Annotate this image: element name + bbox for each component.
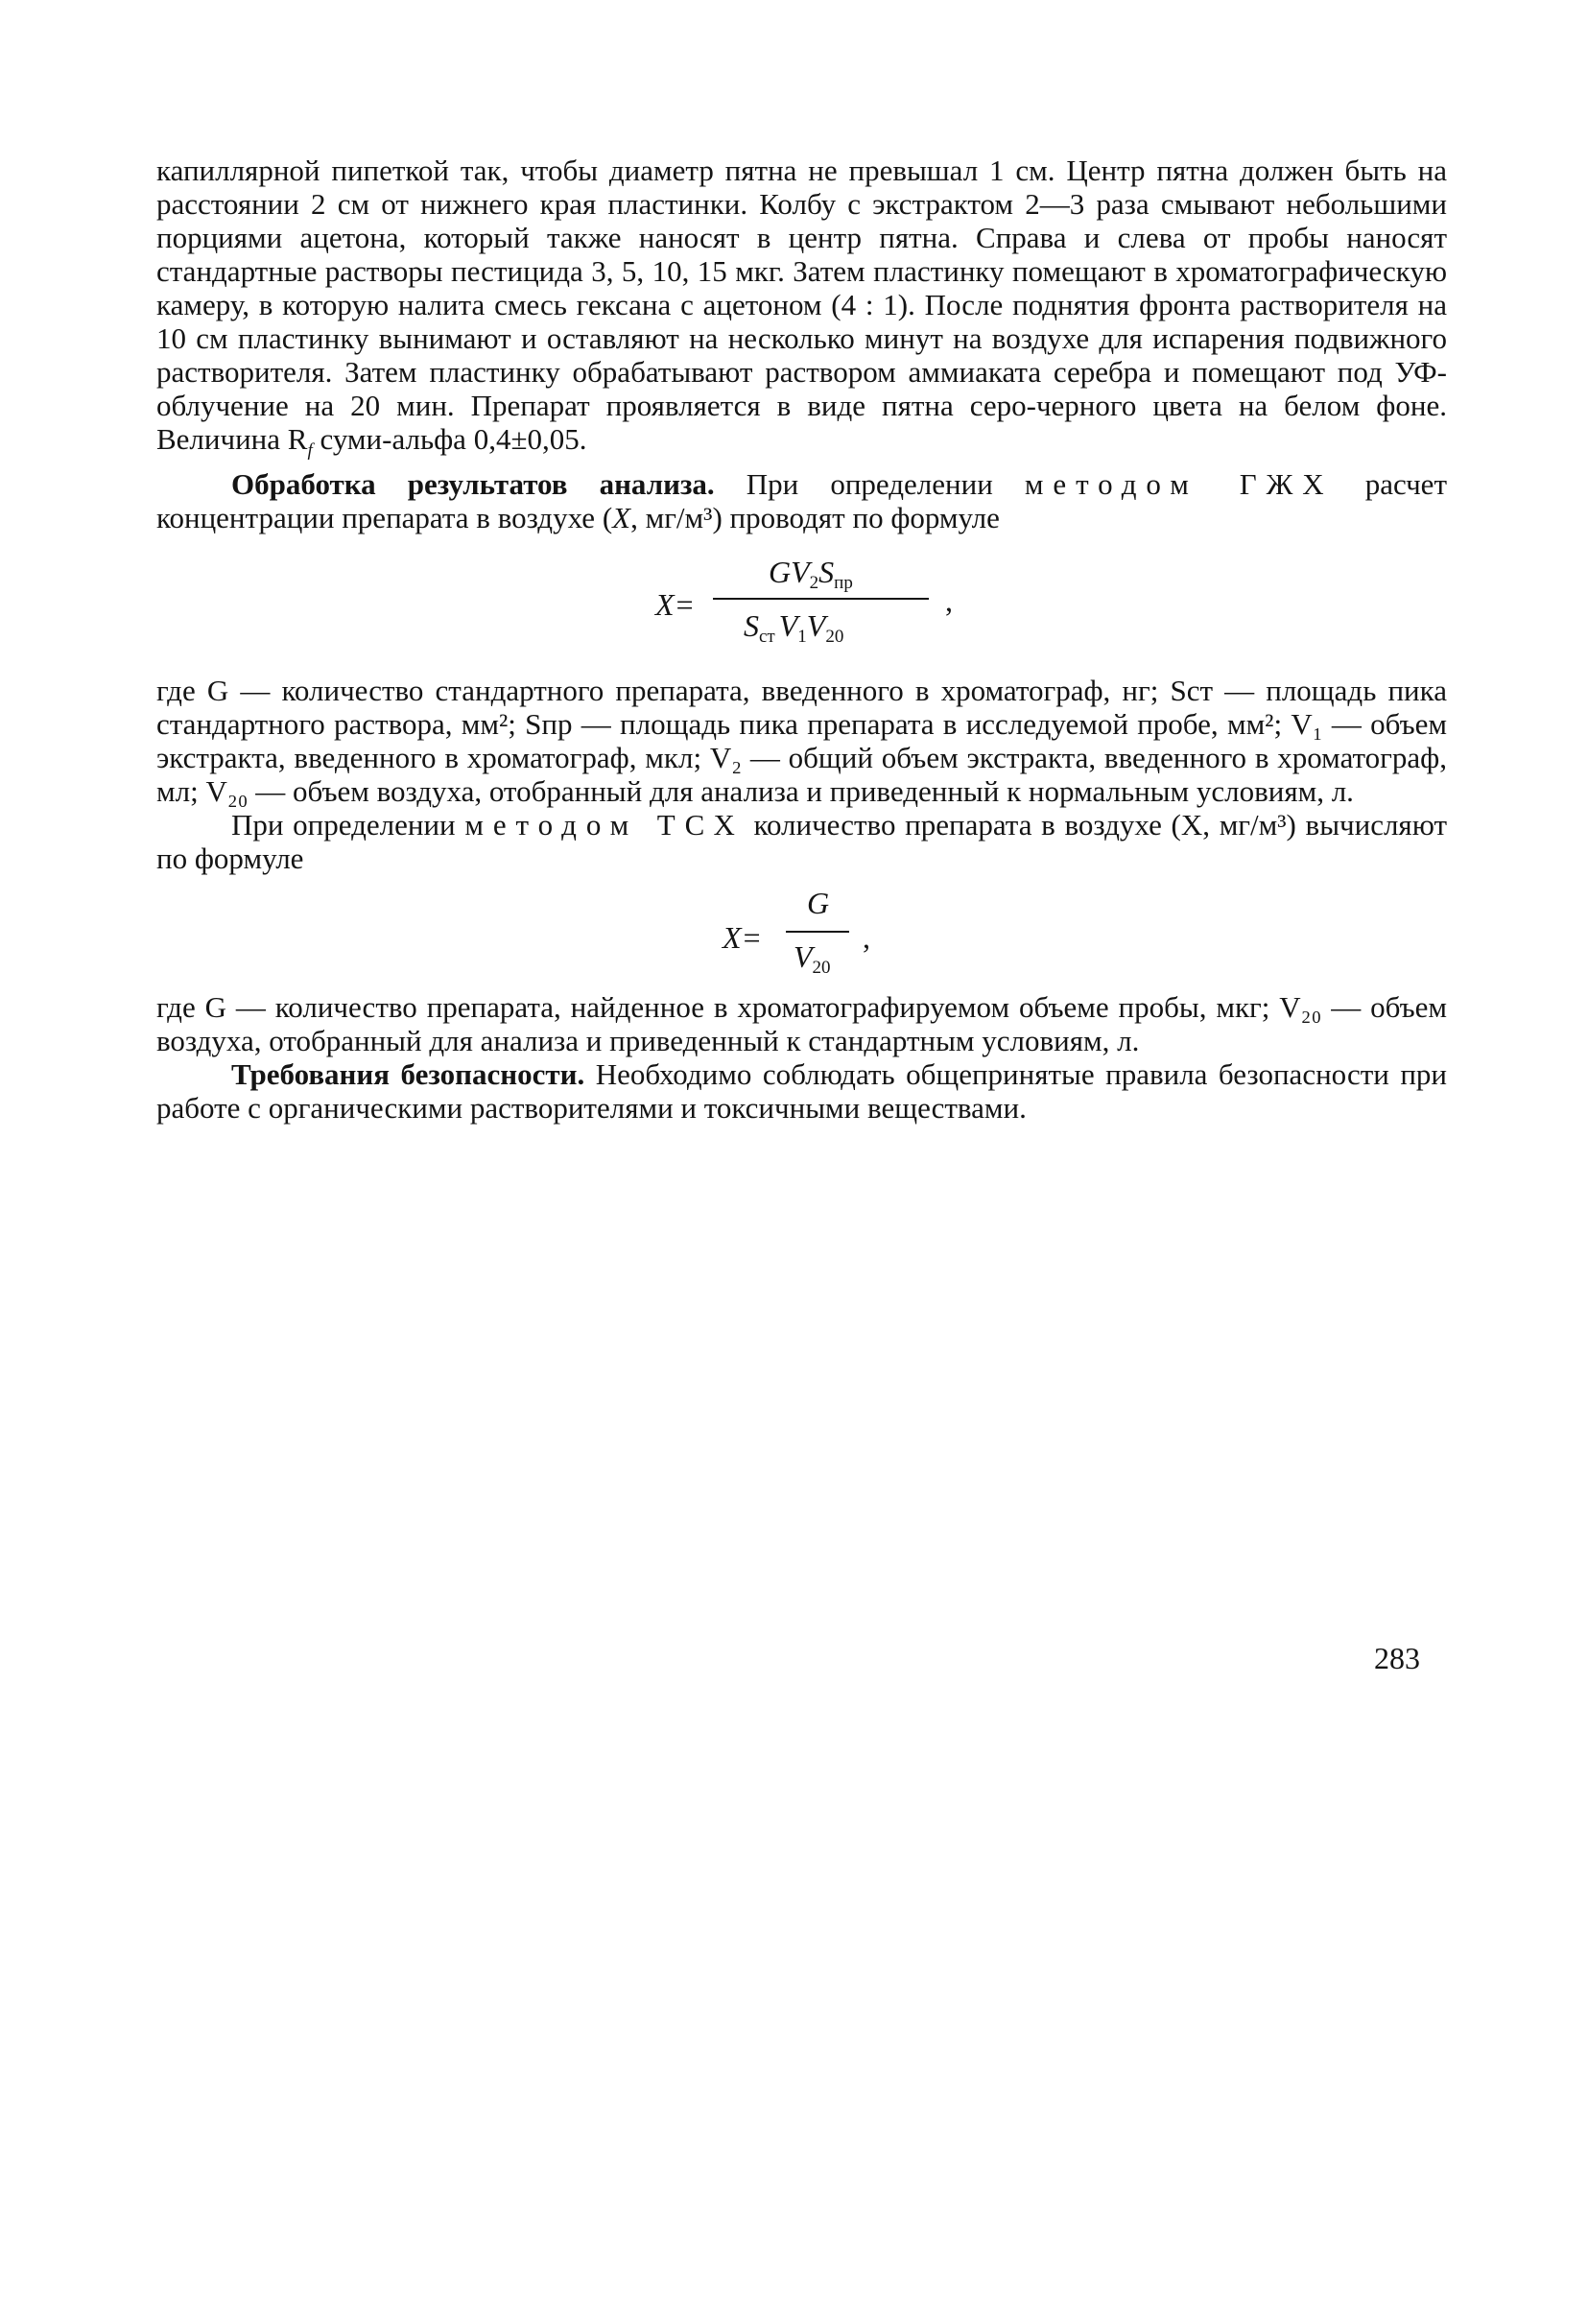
paragraph-1: капиллярной пипеткой так, чтобы диаметр пятна не превышал 1 см. Центр пятна должен быть на расстоянии 2 см от нижнего края пластинки. Колбу с экстрактом 2—3 раза смывают небольшими порциями ацетона, который также наносят в центр пятна. Справа и слева от пробы наносят стандартные растворы пестицида 3, 5, 10, 15 мкг. Затем пластинку помещают в хроматографическую камеру, в которую налита смесь гексана с ацетоном (4 : 1). После поднятия фронта растворителя на 10 см пластинку вынимают и оставляют на несколько минут на воздухе для испарения подвижного растворителя. Затем пластинку обрабатывают раствором аммиаката серебра и помещают под УФ-облучение на 20 мин. Препарат проявляется в виде пятна серо-черного цвета на белом фоне. Величина $R_f$ суми-альфа 0,4±0,05.: [156, 154, 1447, 462]
paragraph-6: Требования безопасности. Необходимо соблюдать общепринятые правила безопасности при работе с органическими растворителями и токсичными веществами.: [156, 1057, 1447, 1126]
formula2-comma: ,: [863, 920, 870, 956]
formula-tsx: [156, 875, 1447, 990]
formula-gzhkh: [156, 534, 1447, 674]
section-heading-processing: Обработка результатов анализа.: [231, 467, 715, 502]
formula-comma: ,: [945, 583, 953, 619]
method-gzhkh: методом ГЖХ: [1024, 467, 1334, 502]
fraction-line: [713, 598, 929, 600]
paragraph-5: где G — количество препарата, найденное в хроматографируемом объеме пробы, мкг; V₂₀ — объем воздуха, отобранный для анализа и приведенный к стандартным условиям, л.: [156, 990, 1447, 1058]
page-number: 283: [1374, 1641, 1420, 1675]
paragraph-2: Обработка результатов анализа. При определении методом ГЖХ расчет концентрации препарата в воздухе (X, мг/м³) проводят по формуле: [156, 467, 1447, 535]
formula2-lhs: X=: [723, 920, 763, 956]
method-tsx: методом ТСХ: [464, 808, 745, 842]
paragraph-3: где G — количество стандартного препарата, введенного в хроматограф, нг; Sст — площадь пика стандартного раствора, мм²; Sпр — площадь пика препарата в исследуемой пробе, мм²; V₁ — объем экстракта, введенного в хроматограф, мкл; V₂ — общий объем экстракта, введенного в хроматограф, мл; V₂₀ — объем воздуха, отобранный для анализа и приведенный к нормальным условиям, л.: [156, 674, 1447, 809]
page-body: [156, 154, 1447, 1125]
fraction2-line: [786, 931, 849, 933]
formula-denominator: $S_{ст}$ $V_1V_{20}$: [744, 608, 844, 648]
formula2-denominator: $V_{20}$: [794, 939, 831, 979]
formula2-numerator: G: [807, 886, 830, 921]
paragraph-4: При определении методом ТСХ количество препарата в воздухе (X, мг/м³) вычисляют по формуле: [156, 808, 1447, 876]
formula-numerator: $GV_2S_{пр}$: [769, 555, 853, 594]
formula-lhs: X=: [655, 587, 696, 623]
section-heading-safety: Требования безопасности.: [231, 1057, 585, 1092]
